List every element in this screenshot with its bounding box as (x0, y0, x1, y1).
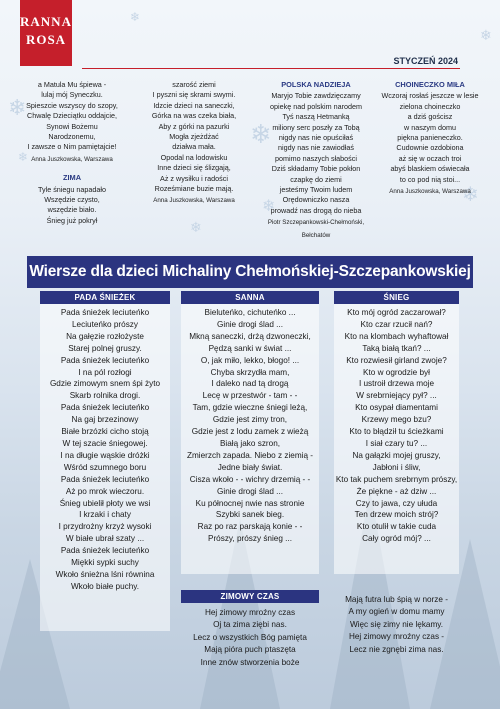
poem-line: I ustroił drzewa moje (358, 379, 435, 389)
poem-line: W białe ubrał szaty ... (65, 534, 145, 544)
poem-line: a Matula Mu śpiewa - (37, 80, 107, 89)
poem-line: O, jak miło, lekko, błogo! ... (200, 355, 300, 365)
poem-line: Kto mój ogród zaczarował? (347, 308, 446, 317)
snowflake-icon: ❄ (250, 120, 272, 150)
logo-line-1: RANNA (20, 14, 72, 29)
poem-line: Więc się zimy nie lękamy. (349, 619, 444, 629)
top-column-1 (18, 80, 126, 226)
section-banner: Wiersze dla dzieci Michaliny Chełmońskiej-Szczepankowskiej (27, 256, 473, 288)
poem-line: Roześmiane buzie mają. (154, 184, 234, 194)
poem-line: Hej zimowy mroźny czas - (348, 632, 445, 642)
poem-line: Na gałązki mojej gruszy, (352, 450, 441, 460)
poem-line: Białe brzózki cicho stoją (61, 427, 149, 437)
poem-line: jesteśmy Twoim ludem (279, 185, 353, 195)
poem-line: Raz po raz parskają konie - - (197, 522, 303, 532)
poem-line: działwa mała. (172, 142, 216, 152)
poem-line: Zmierzch zapada. Niebo z ziemią - (186, 450, 314, 460)
poem-line: nigdy nas nie opuściłaś (278, 133, 354, 143)
poem-pada-sniezek (40, 291, 170, 631)
poem-line: zielona choineczko (399, 101, 461, 111)
poem-line: opiekę nad polskim narodem (270, 101, 362, 111)
poem-line: Pada śnieżek leciuteńko (60, 546, 150, 556)
poem-line: szarość ziemi (172, 80, 216, 89)
poem-line: Pada śnieżek leciuteńko (60, 308, 150, 317)
poem-line: Aż z wysiłku i radości (160, 173, 228, 183)
poem-line: Kto na klombach wyhaftował (344, 331, 449, 341)
poem-line: Kto osypał diamentami (355, 403, 438, 413)
magazine-logo (20, 0, 72, 66)
poem-line: Tam, gdzie wieczne śniegi leżą, (192, 403, 308, 413)
poem-line: Leciuteńko prószy (72, 319, 138, 329)
poem-line: Ten drzew moich strój? (354, 510, 439, 520)
poem-line: Tyle śniegu napadało (38, 184, 106, 194)
author-location: Bełchatów (301, 231, 331, 239)
poem-heading: CHOINECZKO MIŁA (395, 80, 465, 89)
poem-line: Prószy, prószy śnieg ... (207, 534, 293, 544)
poem-line: Spieszcie wszyscy do szopy, (26, 100, 118, 110)
poem-line: miliony serc poszły za Tobą (272, 122, 360, 132)
poem-line: Kto otulił w takie cuda (356, 522, 437, 532)
poem-line: Pada śnieżek leciuteńko (60, 474, 150, 484)
poem-body-right (334, 594, 459, 656)
poem-snieg (334, 291, 459, 574)
poem-line: Pędzą sanki w świat ... (208, 343, 292, 353)
poem-line: Starej polnej gruszy. (68, 343, 142, 353)
poem-line: Mkną saneczki, drżą dzwoneczki, (189, 331, 311, 341)
snowflake-icon: ❄ (18, 150, 29, 164)
poem-line: Kto tak puchem srebrnym prószy, (335, 474, 458, 484)
poem-line: Śnieg ubielił płoty we wsi (59, 498, 151, 508)
poem-line: Wszędzie czysto, (44, 195, 100, 205)
poem-line: W srebrniejący pył? ... (356, 391, 437, 401)
poem-heading: POLSKA NADZIEJA (281, 80, 351, 89)
poem-line: Synowi Bożemu (46, 121, 98, 131)
poem-line: Hej zimowy mroźny czas (204, 608, 296, 617)
poem-line: aż się w oczach troi (398, 153, 462, 163)
poem-line: I na pól rozłogi (78, 367, 132, 377)
poem-heading: ZIMA (62, 173, 82, 183)
poem-line: I krzaki i chaty (79, 510, 131, 520)
poem-line: Aż po mrok wieczoru. (65, 486, 145, 496)
author-credit: Anna Juszkowska, Warszawa (31, 155, 113, 163)
poem-line: Aby z górki na pazurki (158, 121, 230, 131)
poem-line: Gdzie jest zimy tron, (212, 415, 288, 425)
top-column-2 (140, 80, 248, 207)
poem-line: Białą jako szron, (219, 438, 281, 448)
author-credit: Anna Juszkowska, Warszawa (153, 197, 235, 205)
poem-line: Czy to jawa, czy ułuda (355, 498, 438, 508)
poem-line: Wczoraj rosłaś jeszcze w lesie (381, 91, 479, 101)
poem-line: I daleko nad tą drogą (211, 379, 289, 389)
poem-line: Pada śnieżek leciuteńko (60, 403, 150, 413)
poem-line: Że piękne - aż dziw ... (356, 486, 437, 496)
poem-line: Narodzonemu, (48, 132, 96, 142)
poem-line: Opodal na lodowisku (160, 152, 228, 162)
author-credit: Anna Juszkowska, Warszawa (389, 188, 471, 196)
poem-line: Szybki sanek bieg. (215, 510, 285, 520)
poem-line: Cudownie ozdobiona (396, 143, 464, 153)
poem-line: Lecę w przestwór - tam - - (202, 391, 298, 401)
poem-line: Pada śnieżek leciuteńko (60, 355, 150, 365)
poem-line: wszędzie biało. (47, 205, 97, 215)
poem-line: Kto czar rzucił nań? (360, 319, 433, 329)
poem-line: lulaj mój Syneczku. (41, 90, 103, 100)
poem-line: abyś blaskiem oświecała (390, 164, 470, 174)
snowflake-icon: ❄ (462, 182, 479, 206)
poem-line: Orędowniczko nasza (282, 195, 350, 205)
poem-line: I pyszni się skrami swymi. (152, 90, 236, 100)
poem-line: Dziś składamy Tobie pokłon (271, 164, 361, 174)
author-credit: Piotr Szczepankowski-Chełmoński, (267, 219, 365, 227)
poem-line: Ku północnej nwie nas stronie (195, 498, 305, 508)
poem-title: PADA ŚNIEŻEK (40, 291, 170, 304)
issue-date: STYCZEŃ 2024 (393, 56, 458, 66)
poem-body-left (181, 607, 319, 669)
poem-line: Wkoło śnieżna lśni równina (55, 569, 155, 579)
poem-line: Inne dzieci się ślizgają, (157, 163, 231, 173)
poem-line: Lecz o wszystkich Bóg pamięta (193, 632, 307, 642)
poem-line: Jabłoni i śliw, (372, 462, 421, 472)
poem-line: Na gałęzie rozłożyste (66, 331, 144, 341)
poem-line: Śnieg już pokrył (46, 215, 98, 225)
poem-line: I przydrożny krzyż wysoki (58, 522, 152, 532)
poem-line: pomimo naszych słabości (275, 153, 357, 163)
poem-line: Bieluteńko, cichuteńko ... (204, 308, 296, 317)
poem-line: Taką białą tkań? ... (362, 343, 431, 353)
poem-line: nigdy nas nie zawiodłaś (278, 143, 354, 153)
poem-line: Lecz nie zgnębi zima nas. (349, 644, 444, 654)
poem-line: a dziś gościsz (407, 112, 453, 122)
poem-line: piękna panieneczko. (397, 133, 463, 143)
poem-line: to co pod nią stoi... (399, 174, 461, 184)
snowflake-icon: ❄ (480, 28, 492, 44)
poem-body (181, 304, 319, 545)
poem-title: ZIMOWY CZAS (181, 590, 319, 603)
poem-line: Gdzie zimowym snem śpi żyto (49, 379, 161, 389)
poem-line: A my ogień w domu mamy (348, 607, 445, 617)
poem-line: Chwalę Dzieciątku oddajcie, (27, 111, 117, 121)
poem-zimowy-czas (181, 590, 459, 668)
poem-line: Górka na was czeka biała, (151, 111, 237, 121)
poem-line: Cisza wkoło - - wichry drzemią - - (189, 474, 311, 484)
poem-line: Kto rozwiesił girland zwoje? (346, 355, 447, 365)
poem-body (334, 304, 459, 545)
poem-line: czapkę do ziemi (290, 174, 342, 184)
poem-line: Idzcie dzieci na saneczki, (153, 100, 235, 110)
poem-line: Gdzie jest z lodu zamek z wieżą (191, 427, 309, 437)
poem-line: Na gaj brzezinowy (71, 415, 139, 425)
poem-line: Kto w ogrodzie był (363, 367, 430, 377)
snowflake-icon: ❄ (130, 10, 141, 24)
poem-line: w naszym domu (404, 122, 456, 132)
poem-line: Jedne biały świat. (217, 462, 283, 472)
poem-line: Maryjo Tobie zawdzięczamy (271, 91, 361, 101)
poem-line: W tej szacie śniegowej. (62, 438, 148, 448)
poem-line: Mają futra lub śpią w norze - (345, 595, 448, 604)
poem-line: Chyba skrzydła mam, (210, 367, 290, 377)
poem-line: Kto to błądził tu ścieżkami (349, 427, 444, 437)
snowflake-icon: ❄ (190, 220, 202, 236)
poem-line: prowadź nas drogą do nieba (270, 205, 362, 215)
poem-line: Mają pióra puch ptaszęta (204, 645, 296, 655)
poem-line: I na długie wąskie dróżki (60, 450, 150, 460)
poem-line: Oj ta zima ziębi nas. (213, 620, 287, 630)
snowflake-icon: ❄ (8, 96, 27, 121)
poem-line: Ginie drogi ślad ... (217, 319, 283, 329)
poem-body (40, 304, 170, 593)
top-column-3 (262, 80, 370, 241)
poem-line: Mogła zjeżdżać (169, 132, 219, 142)
poem-line: Cały ogród mój? ... (362, 534, 431, 544)
top-column-4 (376, 80, 484, 197)
poem-line: Wkoło białe puchy. (70, 581, 140, 591)
poem-line: Inne znów stworzenia boże (200, 657, 300, 667)
header-divider (82, 68, 460, 69)
poem-line: I siał czary tu? ... (365, 438, 428, 448)
logo-line-2: ROSA (25, 32, 67, 47)
poem-title: SANNA (181, 291, 319, 304)
poem-title: ŚNIEG (334, 291, 459, 304)
poem-sanna (181, 291, 319, 574)
poem-line: Wśród szumnego boru (63, 462, 147, 472)
poem-line: Ginie drogi ślad ... (217, 486, 283, 496)
poem-line: Miękki sypki suchy (71, 558, 139, 568)
poem-line: Tyś naszą Hetmanką (282, 112, 350, 122)
poem-line: Skarb rolnika drogi. (69, 391, 141, 401)
poem-line: I zawsze o Nim pamiętajcie! (27, 142, 117, 152)
snowflake-icon: ❄ (262, 196, 276, 215)
poem-line: Krzewy mego bzu? (361, 415, 432, 425)
